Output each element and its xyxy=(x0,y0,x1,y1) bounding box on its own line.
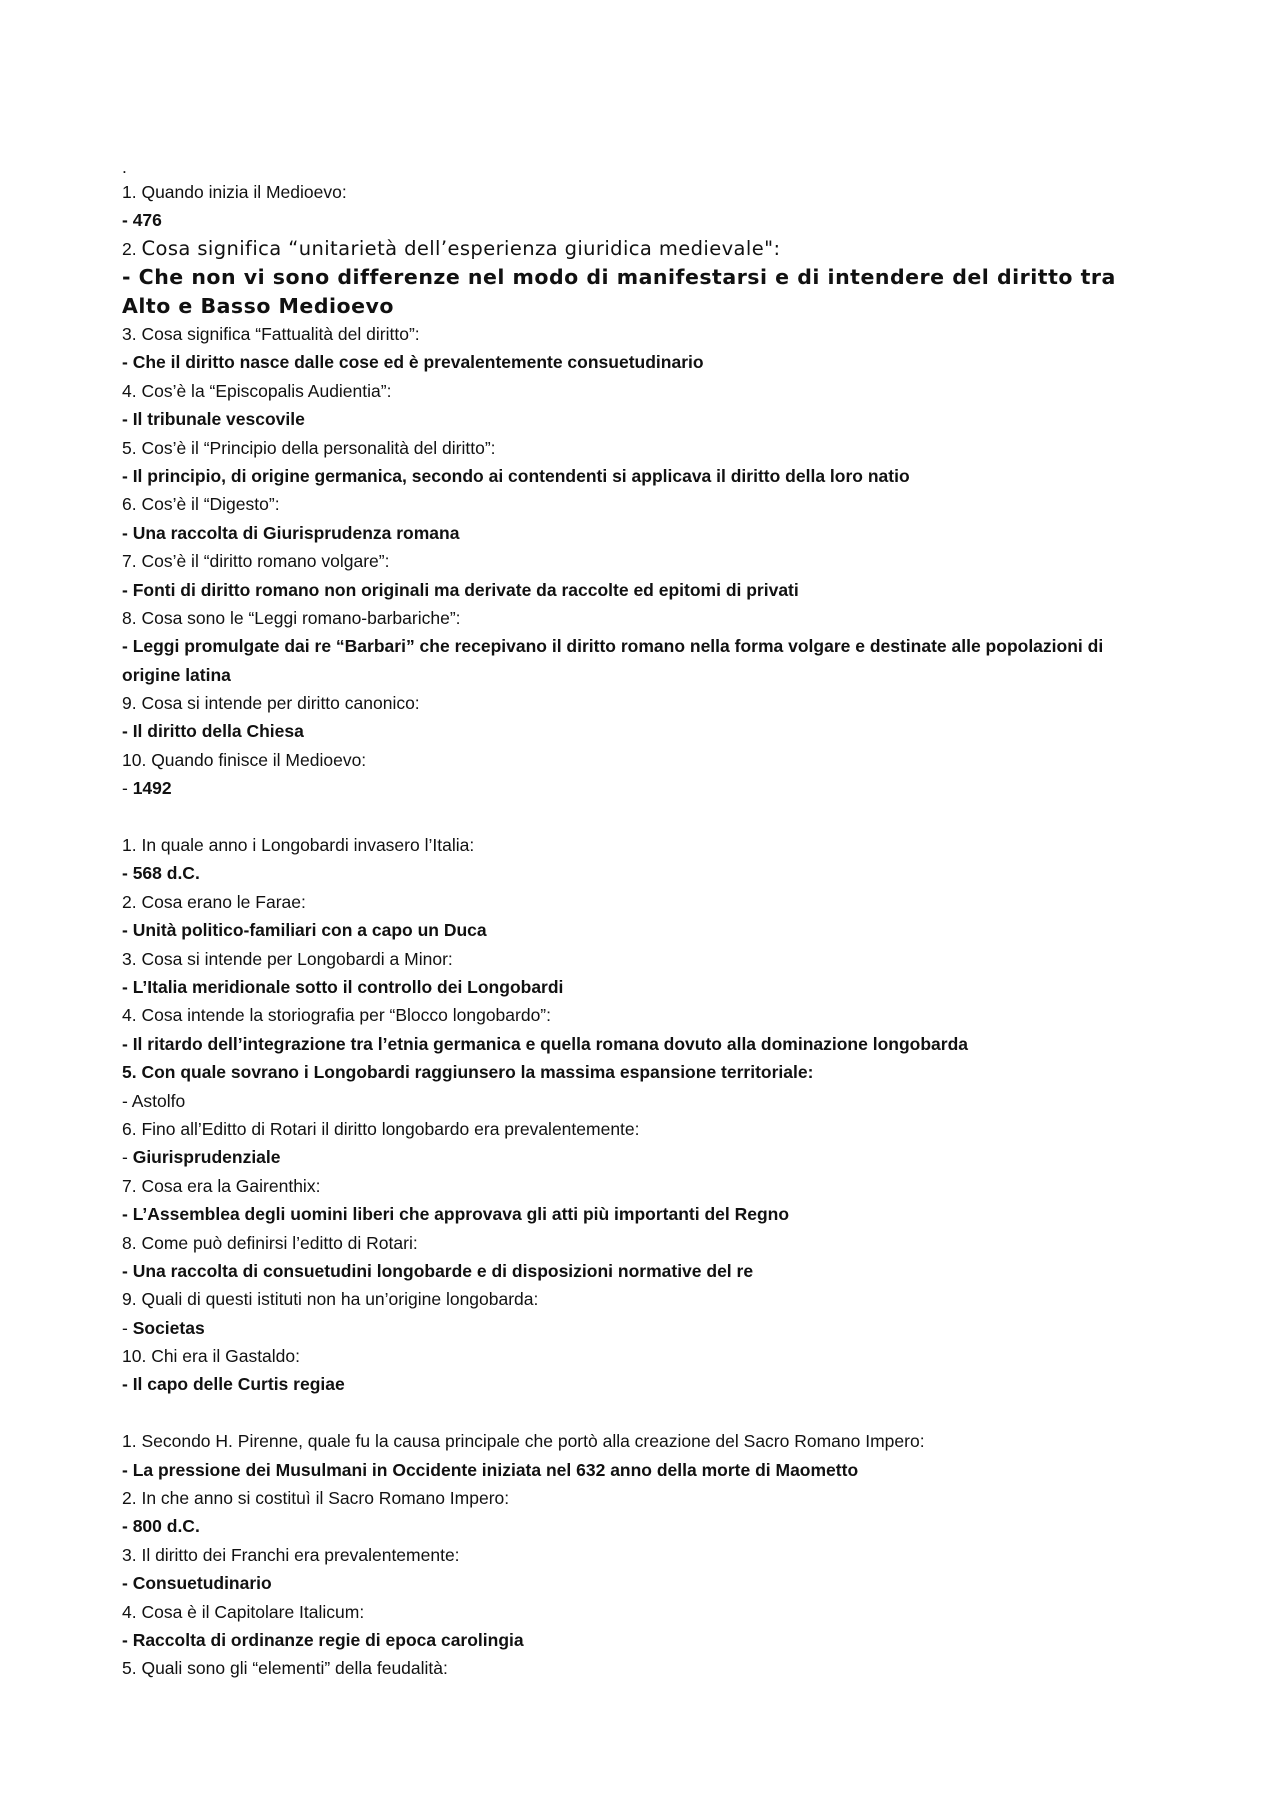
answer-2-10: - Il capo delle Curtis regiae xyxy=(122,1374,345,1395)
question-3-4: 4. Cosa è il Capitolare Italicum: xyxy=(122,1601,365,1622)
question-1-9: 9. Cosa si intende per diritto canonico: xyxy=(122,693,420,714)
answer-1-5: - Il principio, di origine germanica, secondo ai contendenti si applicava il diritto della loro natio xyxy=(122,465,910,486)
question-3-2: 2. In che anno si costituì il Sacro Romano Impero: xyxy=(122,1488,510,1509)
answer-1-7: - Fonti di diritto romano non originali ma derivate da raccolte ed epitomi di privati xyxy=(122,579,799,600)
answer-1-10-text: 1492 xyxy=(132,778,172,799)
question-2-1: 1. In quale anno i Longobardi invasero l’Italia: xyxy=(122,835,475,856)
question-1-2-number: 2. xyxy=(122,238,142,259)
question-1-10: 10. Quando finisce il Medioevo: xyxy=(122,749,367,770)
answer-1-6: - Una raccolta di Giurisprudenza romana xyxy=(122,522,460,543)
question-2-9: 9. Quali di questi istituti non ha un’origine longobarda: xyxy=(122,1289,539,1310)
question-2-8: 8. Come può definirsi l’editto di Rotari: xyxy=(122,1232,418,1253)
section-spacer xyxy=(122,1399,1182,1427)
answer-2-9-dash: - xyxy=(122,1317,133,1338)
question-1-8: 8. Cosa sono le “Leggi romano-barbariche”: xyxy=(122,607,461,628)
question-3-3: 3. Il diritto dei Franchi era prevalentemente: xyxy=(122,1544,460,1565)
answer-2-1: - 568 d.C. xyxy=(122,863,200,884)
answer-3-4: - Raccolta di ordinanze regie di epoca carolingia xyxy=(122,1629,524,1650)
question-1-4: 4. Cos’è la “Episcopalis Audientia”: xyxy=(122,380,392,401)
answer-2-2: - Unità politico-familiari con a capo un Duca xyxy=(122,920,487,941)
question-1-2-text: Cosa significa “unitarietà dell’esperienza giuridica medievale": xyxy=(141,236,781,260)
answer-2-5: - Astolfo xyxy=(122,1090,186,1111)
answer-2-9-text: Societas xyxy=(132,1317,205,1338)
question-3-5: 5. Quali sono gli “elementi” della feudalità: xyxy=(122,1658,448,1679)
answer-2-7: - L’Assemblea degli uomini liberi che approvava gli atti più importanti del Regno xyxy=(122,1204,790,1225)
answer-2-6-text: Giurisprudenziale xyxy=(132,1147,281,1168)
answer-3-3: - Consuetudinario xyxy=(122,1573,272,1594)
answer-2-6 xyxy=(122,1143,1182,1171)
stray-dot: . xyxy=(122,157,127,177)
answer-1-3: - Che il diritto nasce dalle cose ed è prevalentemente consuetudinario xyxy=(122,352,704,373)
document-page xyxy=(122,156,1182,1683)
question-1-1: 1. Quando inizia il Medioevo: xyxy=(122,182,347,202)
answer-2-6-dash: - xyxy=(122,1147,133,1168)
question-1-5: 5. Cos’è il “Principio della personalità del diritto”: xyxy=(122,437,496,458)
question-2-5: 5. Con quale sovrano i Longobardi raggiunsero la massima espansione territoriale: xyxy=(122,1062,814,1083)
answer-2-9 xyxy=(122,1314,1182,1342)
answer-1-1: - 476 xyxy=(122,210,162,231)
answer-1-10-dash: - xyxy=(122,778,133,799)
answer-1-9: - Il diritto della Chiesa xyxy=(122,721,304,742)
question-2-3: 3. Cosa si intende per Longobardi a Minor: xyxy=(122,948,453,969)
answer-1-8: - Leggi promulgate dai re “Barbari” che recepivano il diritto romano nella forma volgare e destinate alle popolazioni di origine latina xyxy=(122,636,1104,685)
question-2-10: 10. Chi era il Gastaldo: xyxy=(122,1346,301,1367)
answer-1-10 xyxy=(122,774,1182,802)
answer-3-1: - La pressione dei Musulmani in Occidente iniziata nel 632 anno della morte di Maometto xyxy=(122,1459,859,1480)
answer-1-4: - Il tribunale vescovile xyxy=(122,409,305,430)
answer-2-8: - Una raccolta di consuetudini longobarde e di disposizioni normative del re xyxy=(122,1260,754,1281)
question-1-7: 7. Cos’è il “diritto romano volgare”: xyxy=(122,551,390,572)
answer-2-4: - Il ritardo dell’integrazione tra l’etnia germanica e quella romana dovuto alla dominazione longobarda xyxy=(122,1033,968,1054)
question-2-2: 2. Cosa erano le Farae: xyxy=(122,891,306,912)
answer-3-2: - 800 d.C. xyxy=(122,1516,200,1537)
question-2-4: 4. Cosa intende la storiografia per “Blocco longobardo”: xyxy=(122,1005,551,1026)
question-1-3: 3. Cosa significa “Fattualità del diritto”: xyxy=(122,323,420,344)
question-1-6: 6. Cos’è il “Digesto”: xyxy=(122,494,280,515)
question-3-1: 1. Secondo H. Pirenne, quale fu la causa principale che portò alla creazione del Sacro Romano Impero: xyxy=(122,1431,925,1452)
section-spacer xyxy=(122,803,1182,831)
answer-1-2: - Che non vi sono differenze nel modo di manifestarsi e di intendere del diritto tra Alto e Basso Medioevo xyxy=(122,265,1116,318)
answer-2-3: - L’Italia meridionale sotto il controllo dei Longobardi xyxy=(122,977,564,997)
question-1-2 xyxy=(122,235,1182,263)
question-2-6: 6. Fino all’Editto di Rotari il diritto longobardo era prevalentemente: xyxy=(122,1118,640,1139)
question-2-7: 7. Cosa era la Gairenthix: xyxy=(122,1175,321,1196)
